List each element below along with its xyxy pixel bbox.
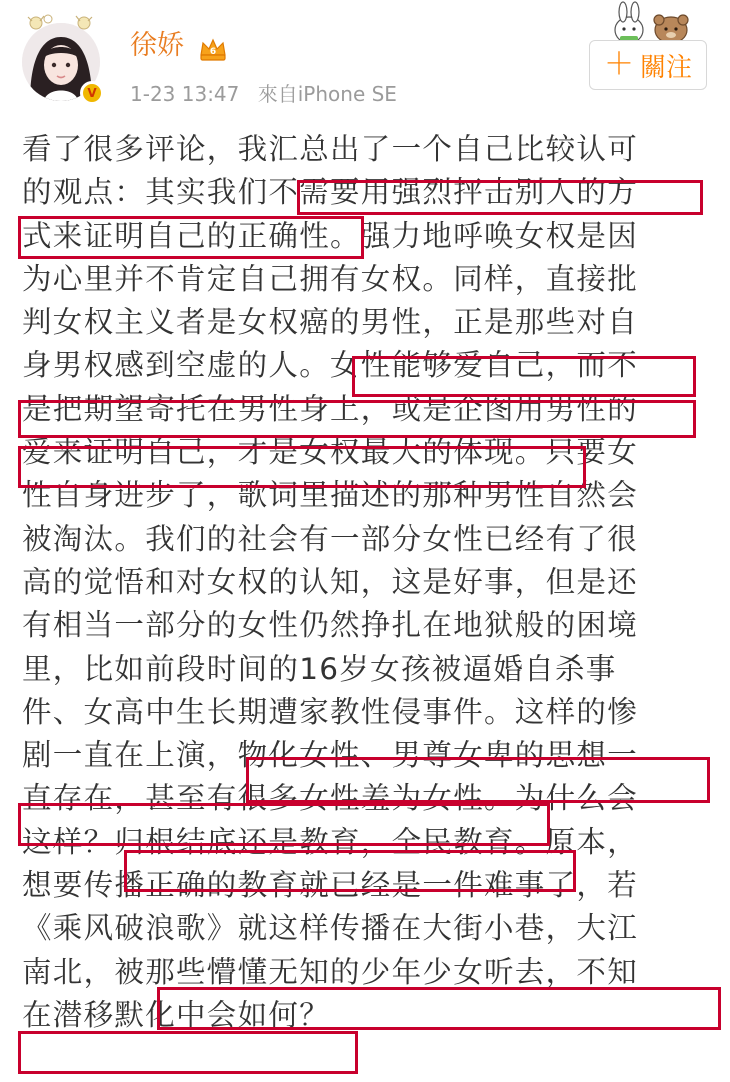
- post-line: 被淘汰。我们的社会有一部分女性已经有了很: [22, 521, 639, 556]
- highlight-box: [246, 757, 710, 803]
- highlight-box: [157, 987, 721, 1030]
- post-line: 直存在，甚至有很多女性羞为女性。为什么会: [22, 781, 639, 816]
- post-line: 看了很多评论，我汇总出了一个自己比较认可: [22, 132, 639, 166]
- post-line: 在潜移默化中会如何？: [22, 997, 331, 1032]
- post-line: 这样？归根结底还是教育，全民教育。原本，: [22, 824, 639, 859]
- post-line: 里，比如前段时间的16岁女孩被逼婚自杀事: [22, 651, 617, 686]
- plus-icon: ＋: [603, 47, 634, 82]
- post-line: 件、女高中生长期遭家教性侵事件。这样的惨: [22, 694, 639, 729]
- highlight-box: [18, 400, 696, 438]
- follow-label: 關注: [639, 52, 692, 83]
- post-line: 身男权感到空虚的人。女性能够爱自己，而不: [22, 348, 639, 383]
- post-line: 的观点：其实我们不需要用强烈抨击别人的方: [22, 175, 639, 210]
- crown-vip-icon[interactable]: [198, 34, 228, 64]
- highlight-box: [124, 850, 576, 892]
- highlight-box: [297, 180, 703, 215]
- highlight-box: [352, 356, 696, 397]
- post-header: [0, 0, 730, 130]
- post-line: 南北，被那些懵懂无知的少年少女听去，不知: [22, 954, 639, 989]
- post-line: 是把期望寄托在男性身上，或是企图用男性的: [22, 391, 639, 426]
- post-line: 《乘风破浪歌》就这样传播在大街小巷，大江: [22, 911, 639, 946]
- highlight-box: [18, 1031, 358, 1074]
- highlight-box: [18, 803, 550, 846]
- post-line: 性自身进步了，歌词里描述的那种男性自然会: [22, 478, 639, 513]
- post-body: [22, 128, 712, 1037]
- svg-text:6: 6: [209, 47, 217, 57]
- post-line: 有相当一部分的女性仍然挣扎在地狱般的困境: [22, 608, 639, 643]
- post-line: 高的觉悟和对女权的认知，这是好事，但是还: [22, 564, 639, 599]
- post-line: 爱来证明自己，才是女权最大的体现。只要女: [22, 435, 639, 470]
- post-line: 想要传播正确的教育就已经是一件难事了，若: [22, 868, 639, 903]
- verified-v-icon: V: [80, 81, 104, 105]
- post-time: 1-23 13:47: [130, 82, 240, 106]
- post-meta: [130, 80, 409, 108]
- highlight-box: [18, 216, 364, 259]
- post-line: 为心里并不肯定自己拥有女权。同样，直接批: [22, 261, 639, 296]
- post-source[interactable]: 來自iPhone SE: [257, 82, 397, 106]
- post-line: 剧一直在上演，物化女性、男尊女卑的思想一: [22, 738, 639, 773]
- username[interactable]: 徐娇: [130, 30, 184, 61]
- post-line: 式来证明自己的正确性。强力地呼唤女权是因: [22, 218, 639, 253]
- avatar-decoration-icon: [26, 11, 96, 33]
- avatar[interactable]: [22, 13, 110, 101]
- highlight-box: [18, 446, 586, 488]
- post-line: 判女权主义者是女权癌的男性，正是那些对自: [22, 305, 639, 340]
- follow-button[interactable]: [589, 40, 707, 90]
